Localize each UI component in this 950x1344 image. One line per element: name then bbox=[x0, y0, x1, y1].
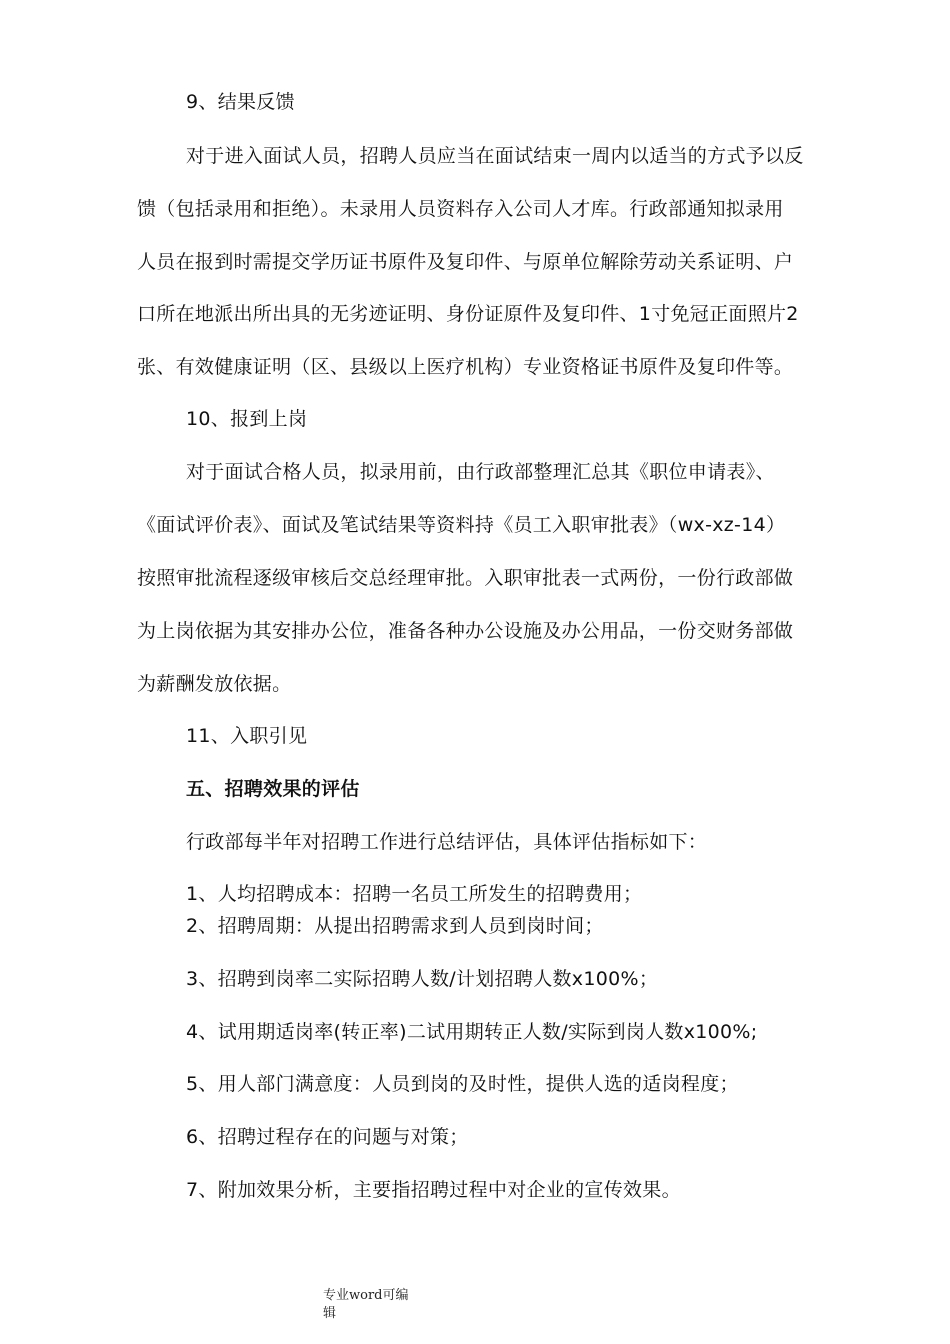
footer-watermark-line1: 专业word可编 bbox=[323, 1288, 409, 1303]
paragraph-line: 为薪酬发放依据。 bbox=[137, 673, 292, 695]
paragraph-line: 口所在地派出所出具的无劣迹证明、身份证原件及复印件、1寸免冠正面照片2 bbox=[137, 303, 799, 325]
section-5-heading: 五、招聘效果的评估 bbox=[186, 778, 360, 800]
paragraph-line: 为上岗依据为其安排办公位，准备各种办公设施及办公用品，一份交财务部做 bbox=[137, 620, 794, 642]
paragraph-line: 张、有效健康证明（区、县级以上医疗机构）专业资格证书原件及复印件等。 bbox=[137, 356, 794, 378]
paragraph-line: 对于进入面试人员，招聘人员应当在面试结束一周内以适当的方式予以反 bbox=[186, 145, 804, 167]
paragraph-line: 对于面试合格人员，拟录用前，由行政部整理汇总其《职位申请表》、 bbox=[186, 461, 775, 483]
list-item: 5、用人部门满意度：人员到岗的及时性，提供人选的适岗程度； bbox=[186, 1073, 739, 1095]
list-item: 3、招聘到岗率二实际招聘人数/计划招聘人数x100%； bbox=[186, 968, 659, 990]
footer-watermark-line2: 辑 bbox=[323, 1306, 337, 1321]
list-item: 1、人均招聘成本：招聘一名员工所发生的招聘费用； bbox=[186, 883, 643, 905]
section-5-intro: 行政部每半年对招聘工作进行总结评估，具体评估指标如下： bbox=[186, 831, 708, 853]
paragraph-line: 馈（包括录用和拒绝）。未录用人员资料存入公司人才库。行政部通知拟录用 bbox=[137, 198, 784, 220]
section-10-heading: 10、报到上岗 bbox=[186, 408, 308, 430]
paragraph-line: 《面试评价表》、面试及笔试结果等资料持《员工入职审批表》（wx-xz-14） bbox=[137, 514, 786, 536]
list-item: 6、招聘过程存在的问题与对策； bbox=[186, 1126, 469, 1148]
paragraph-line: 按照审批流程逐级审核后交总经理审批。入职审批表一式两份，一份行政部做 bbox=[137, 567, 794, 589]
list-item: 7、附加效果分析，主要指招聘过程中对企业的宣传效果。 bbox=[186, 1179, 681, 1201]
list-item: 2、招聘周期：从提出招聘需求到人员到岗时间； bbox=[186, 915, 604, 937]
paragraph-line: 人员在报到时需提交学历证书原件及复印件、与原单位解除劳动关系证明、户 bbox=[137, 251, 794, 273]
list-item: 4、试用期适岗率(转正率)二试用期转正人数/实际到岗人数x100%; bbox=[186, 1021, 758, 1043]
section-11-heading: 11、入职引见 bbox=[186, 725, 308, 747]
section-9-heading: 9、结果反馈 bbox=[186, 91, 295, 113]
